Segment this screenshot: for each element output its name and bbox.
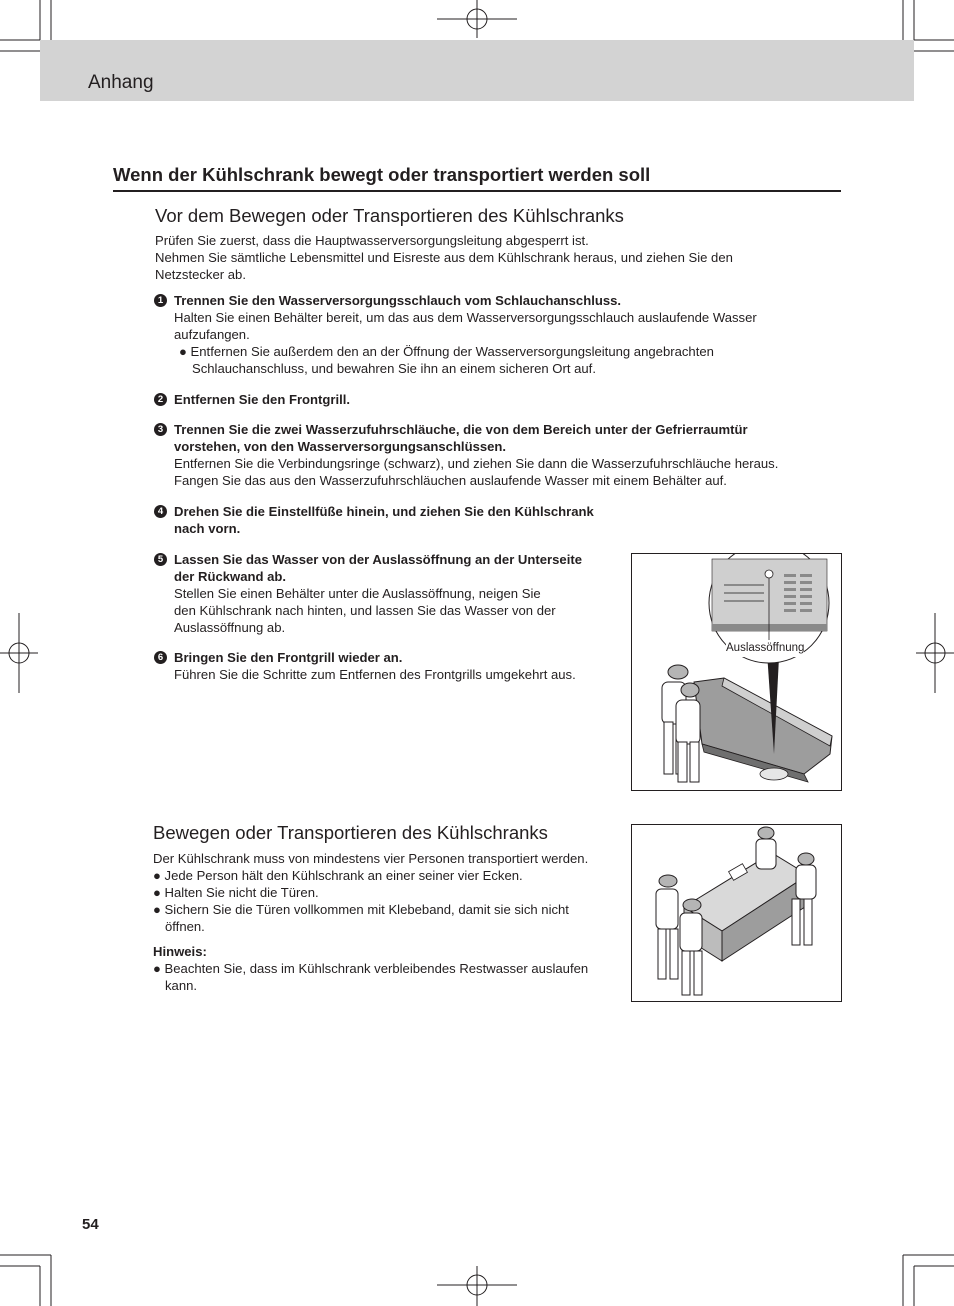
step-text: aufzufangen. bbox=[174, 327, 250, 342]
instruction-bullet: öffnen. bbox=[165, 919, 205, 934]
four-people-carrying-illustration bbox=[632, 825, 841, 1001]
note-label: Hinweis: bbox=[153, 944, 207, 959]
step-number-2: 2 bbox=[154, 393, 167, 406]
drain-outlet-figure bbox=[631, 553, 842, 791]
instruction-bullet: ● Jede Person hält den Kühlschrank an einer seiner vier Ecken. bbox=[153, 868, 523, 883]
step-heading: Bringen Sie den Frontgrill wieder an. bbox=[174, 650, 403, 665]
step-text: Halten Sie einen Behälter bereit, um das aus dem Wasserversorgungsschlauch auslaufende Wasser bbox=[174, 310, 757, 325]
step-text: Stellen Sie einen Behälter unter die Auslassöffnung, neigen Sie bbox=[174, 586, 541, 601]
step-6 bbox=[174, 649, 576, 683]
instruction-line: Der Kühlschrank muss von mindestens vier Personen transportiert werden. bbox=[153, 851, 589, 866]
step-heading: vorstehen, von den Wasserversorgungsanschlüssen. bbox=[174, 439, 507, 454]
step-number-1: 1 bbox=[154, 294, 167, 307]
drain-outlet-label: Auslassöffnung bbox=[726, 640, 804, 657]
step-3 bbox=[174, 421, 778, 489]
step-1 bbox=[174, 292, 757, 377]
step-heading: Trennen Sie den Wasserversorgungsschlauch vom Schlauchanschluss. bbox=[174, 293, 622, 308]
step-text: Führen Sie die Schritte zum Entfernen des Frontgrills umgekehrt aus. bbox=[174, 667, 576, 682]
header-band bbox=[40, 40, 914, 101]
step-heading: Trennen Sie die zwei Wasserzufuhrschläuche, die von dem Bereich unter der Gefrierraumtür bbox=[174, 422, 748, 437]
subsection-title-moving: Bewegen oder Transportieren des Kühlschranks bbox=[153, 822, 548, 843]
step-text: Fangen Sie das aus den Wasserzufuhrschläuchen auslaufende Wasser mit einem Behälter auf. bbox=[174, 473, 727, 488]
step-text: den Kühlschrank nach hinten, und lassen Sie das Wasser von der bbox=[174, 603, 556, 618]
step-2 bbox=[174, 391, 350, 408]
subsection-title-before-moving: Vor dem Bewegen oder Transportieren des Kühlschranks bbox=[155, 205, 624, 226]
step-heading: Lassen Sie das Wasser von der Auslassöffnung an der Unterseite bbox=[174, 552, 582, 567]
step-number-3: 3 bbox=[154, 423, 167, 436]
step-bullet: ● Entfernen Sie außerdem den an der Öffnung der Wasserversorgungsleitung angebrachten bbox=[179, 344, 714, 359]
carrying-figure bbox=[631, 824, 842, 1002]
step-number-4: 4 bbox=[154, 505, 167, 518]
step-bullet: Schlauchanschluss, und bewahren Sie ihn an einem sicheren Ort auf. bbox=[192, 361, 596, 376]
intro-line: Prüfen Sie zuerst, dass die Hauptwasserversorgungsleitung abgesperrt ist. bbox=[155, 233, 589, 248]
intro-line: Nehmen Sie sämtliche Lebensmittel und Eisreste aus dem Kühlschrank heraus, und ziehen Sie den bbox=[155, 250, 733, 265]
step-text: Auslassöffnung ab. bbox=[174, 620, 286, 635]
note-bullet: kann. bbox=[165, 978, 198, 993]
intro-line: Netzstecker ab. bbox=[155, 267, 246, 282]
step-heading: Entfernen Sie den Frontgrill. bbox=[174, 392, 351, 407]
tilted-fridge-illustration bbox=[632, 554, 841, 790]
page-number: 54 bbox=[82, 1216, 99, 1233]
heading-rule bbox=[113, 190, 841, 192]
step-5 bbox=[174, 551, 582, 636]
step-heading: nach vorn. bbox=[174, 521, 241, 536]
step-text: Entfernen Sie die Verbindungsringe (schwarz), und ziehen Sie dann die Wasserzufuhrschläuche heraus. bbox=[174, 456, 779, 471]
section-title: Anhang bbox=[88, 72, 154, 93]
step-4 bbox=[174, 503, 594, 537]
intro-paragraph bbox=[155, 232, 733, 283]
step-heading: Drehen Sie die Einstellfüße hinein, und ziehen Sie den Kühlschrank bbox=[174, 504, 594, 519]
step-heading: der Rückwand ab. bbox=[174, 569, 287, 584]
page-heading: Wenn der Kühlschrank bewegt oder transportiert werden soll bbox=[113, 164, 651, 185]
instruction-bullet: ● Sichern Sie die Türen vollkommen mit Klebeband, damit sie sich nicht bbox=[153, 902, 569, 917]
note-bullet: ● Beachten Sie, dass im Kühlschrank verbleibendes Restwasser auslaufen bbox=[153, 961, 589, 976]
step-number-5: 5 bbox=[154, 553, 167, 566]
step-number-6: 6 bbox=[154, 651, 167, 664]
instruction-bullet: ● Halten Sie nicht die Türen. bbox=[153, 885, 319, 900]
moving-instructions bbox=[153, 850, 588, 994]
